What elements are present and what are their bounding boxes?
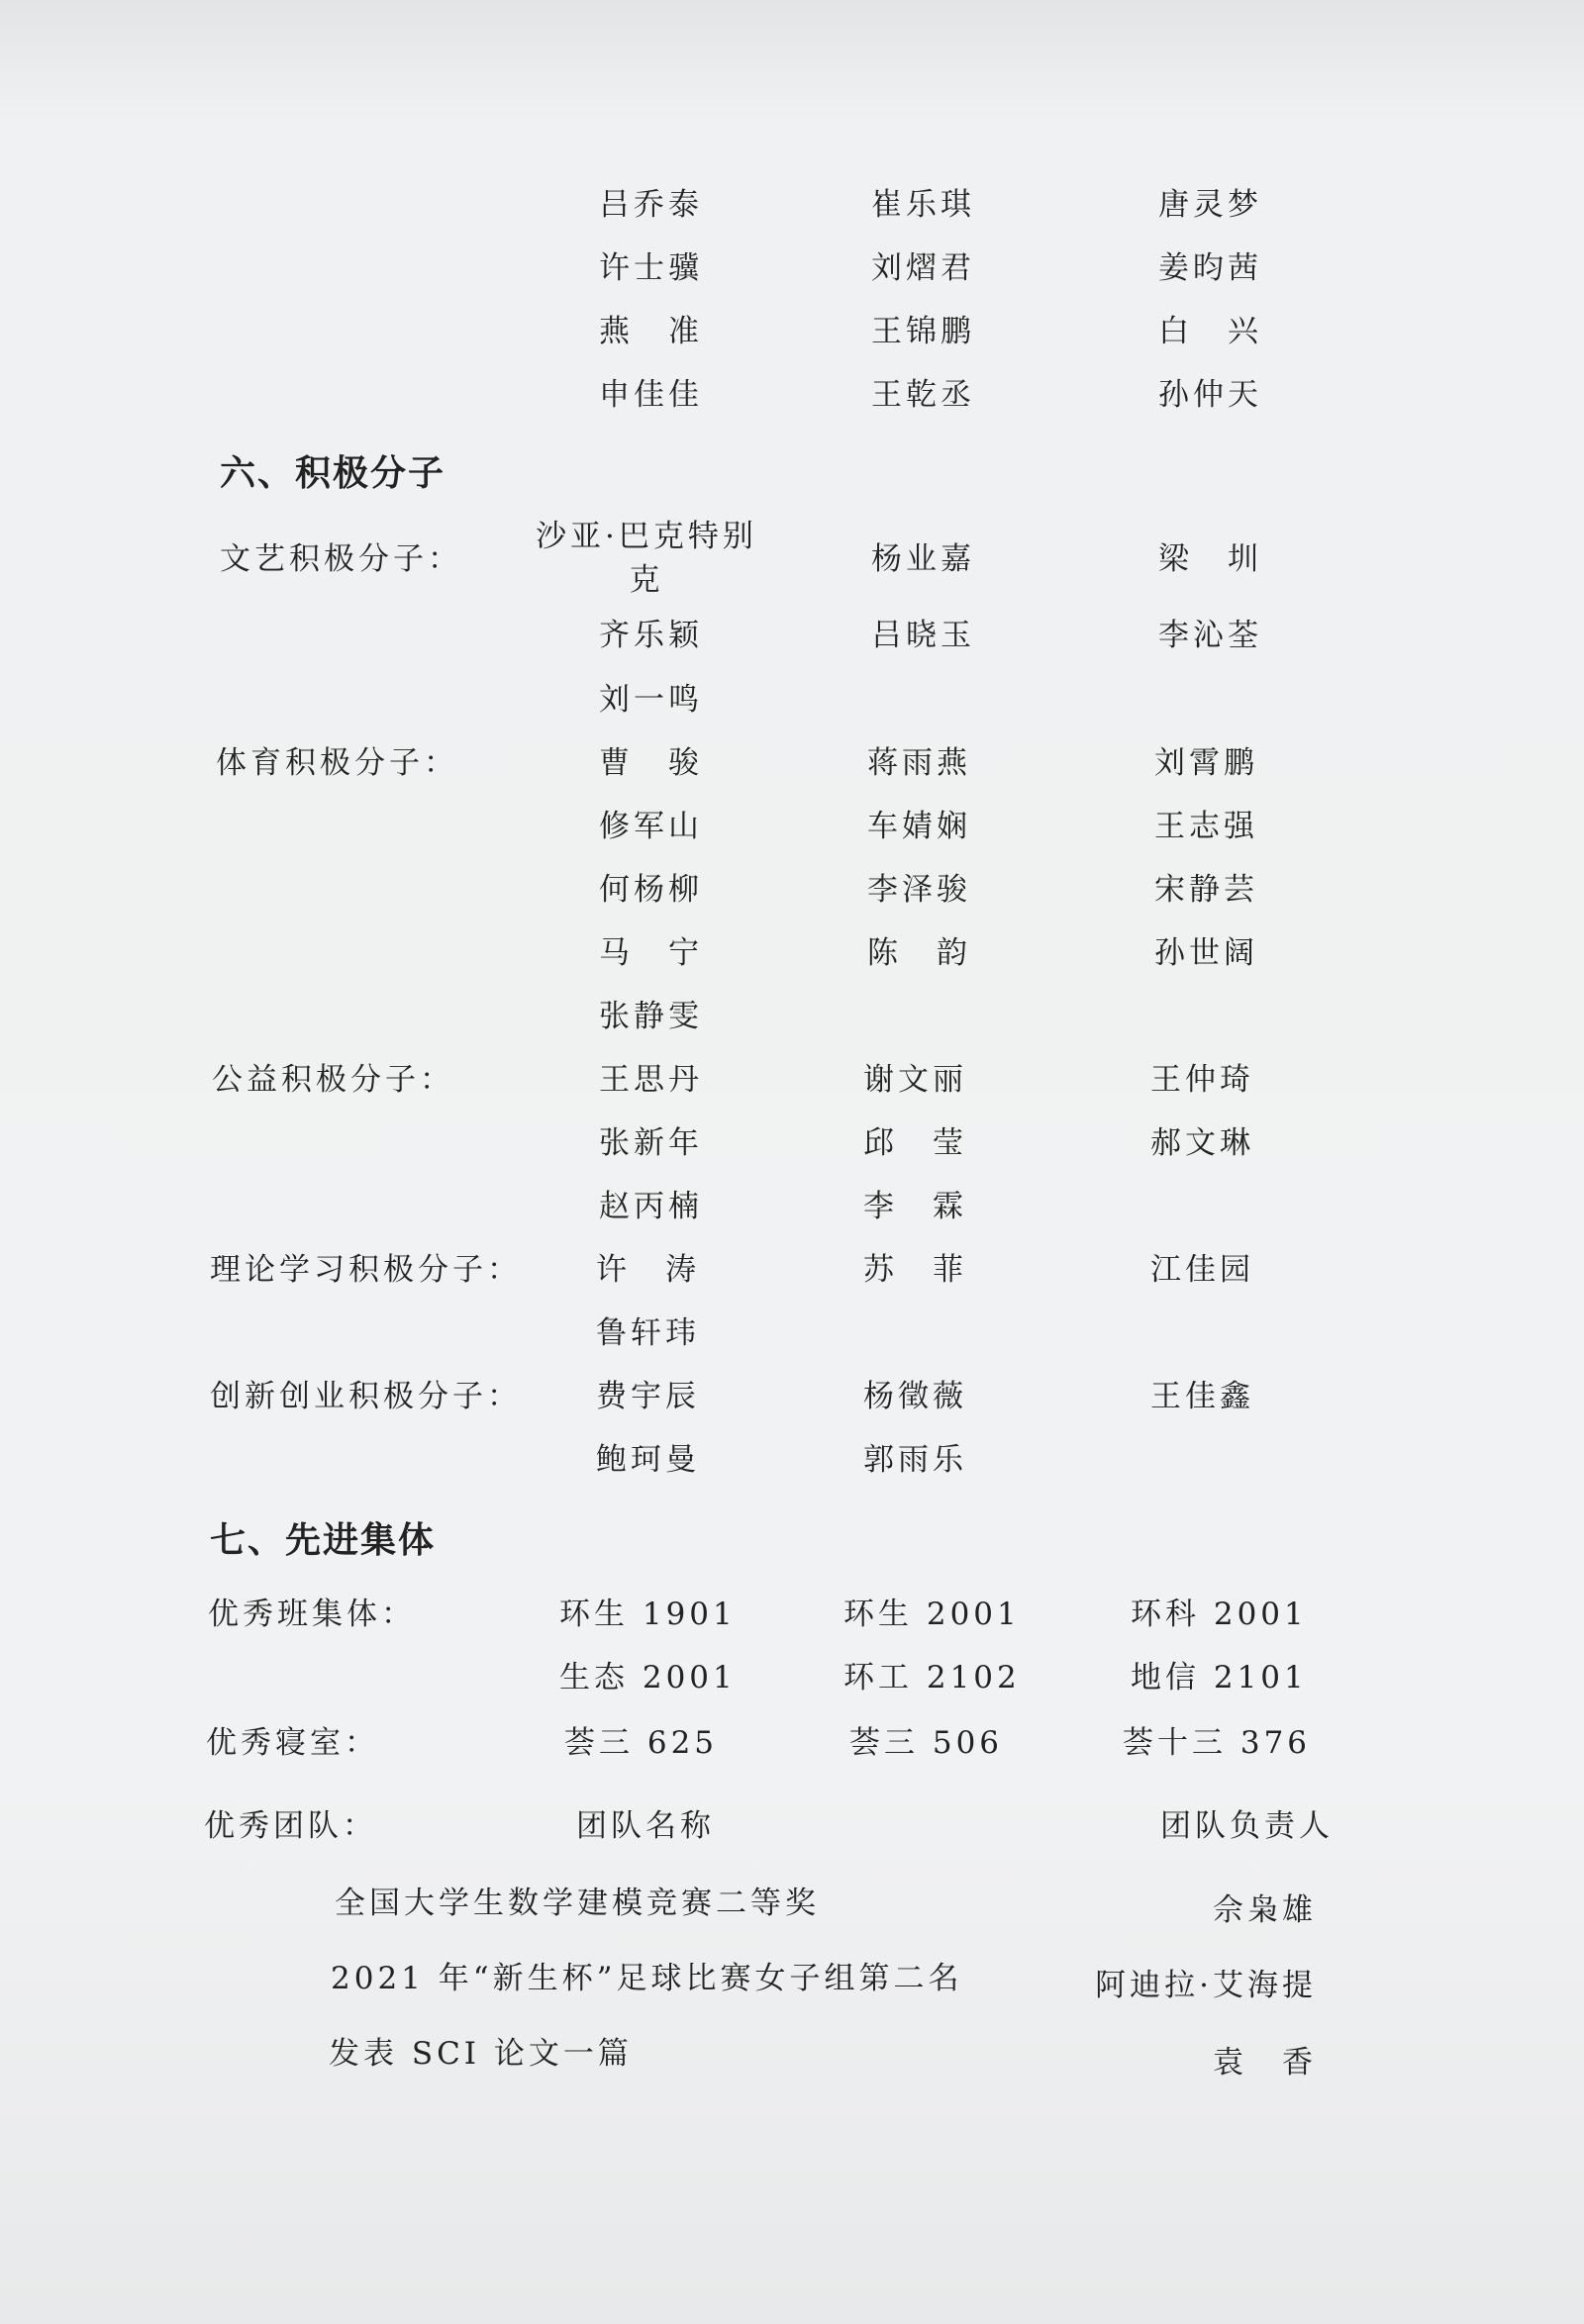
name-cell: 王仲琦 (1150, 1062, 1254, 1098)
name-cell: 苏 菲 (863, 1252, 967, 1288)
class-cell: 地信 2101 (1131, 1660, 1308, 1695)
wenyi-row (0, 519, 1584, 598)
name-cell: 白 兴 (1158, 314, 1262, 349)
name-cell: 吕晓玉 (871, 618, 975, 653)
dorm-cell: 荟三 506 (849, 1725, 1004, 1761)
team-header-row (0, 1801, 1584, 1851)
class-cell: 生态 2001 (559, 1660, 737, 1695)
chuangxin-row (0, 1372, 1584, 1421)
team-name: 2021 年“新生杯”足球比赛女子组第二名 (331, 1961, 963, 1996)
name-cell: 李泽骏 (867, 872, 971, 908)
name-cell: 吕乔泰 (599, 187, 703, 223)
name-cell: 江佳园 (1150, 1252, 1254, 1288)
dorm-cell: 荟三 625 (564, 1725, 719, 1761)
name-cell: 王乾丞 (871, 377, 975, 413)
name-cell: 申佳佳 (599, 377, 703, 413)
name-cell: 费宇辰 (596, 1379, 700, 1414)
name-cell: 许 涛 (596, 1252, 700, 1288)
name-cell: 郝文琳 (1150, 1125, 1254, 1161)
name-cell: 鲍珂曼 (596, 1442, 700, 1478)
gongyi-row (0, 1118, 1584, 1168)
name-cell: 蒋雨燕 (867, 745, 971, 781)
wenyi-row (0, 611, 1584, 660)
name-cell: 何杨柳 (599, 872, 703, 908)
class-cell: 环生 2001 (843, 1597, 1021, 1632)
name-cell: 邱 莹 (863, 1125, 967, 1161)
category-label: 创新创业积极分子： (210, 1379, 522, 1414)
name-cell: 孙仲天 (1158, 377, 1262, 413)
lilun-row (0, 1245, 1584, 1295)
name-cell: 谢文丽 (863, 1062, 967, 1098)
team-name: 发表 SCI 论文一篇 (329, 2036, 633, 2072)
name-cell: 许士骥 (599, 250, 703, 286)
name-cell: 马 宁 (599, 935, 703, 971)
class-cell: 环生 1901 (559, 1597, 737, 1632)
category-label: 优秀团队： (204, 1808, 377, 1844)
name-cell: 孙世阔 (1154, 935, 1258, 971)
name-cell: 修军山 (599, 809, 703, 844)
team-leader: 佘枭雄 (1213, 1892, 1317, 1928)
name-row (0, 307, 1584, 356)
tiyu-row (0, 928, 1584, 978)
name-cell: 宋静芸 (1154, 872, 1258, 908)
name-cell: 张静雯 (599, 999, 703, 1034)
section-heading-7: 七、先进集体 (210, 1520, 437, 1561)
team-name: 全国大学生数学建模竞赛二等奖 (335, 1886, 820, 1921)
name-row (0, 243, 1584, 293)
gongyi-row (0, 1055, 1584, 1105)
team-leader: 袁 香 (1213, 2045, 1317, 2081)
class-row (0, 1590, 1584, 1639)
name-cell: 沙亚·巴克特别克 (536, 519, 757, 598)
name-cell: 唐灵梦 (1158, 187, 1262, 223)
section-heading-6: 六、积极分子 (220, 453, 446, 494)
team-name-header: 团队名称 (576, 1808, 715, 1844)
category-label: 优秀班集体： (208, 1597, 416, 1632)
class-row (0, 1653, 1584, 1702)
name-cell: 杨业嘉 (871, 541, 975, 577)
dorm-row (0, 1718, 1584, 1768)
name-row (0, 370, 1584, 420)
category-label: 体育积极分子： (216, 745, 458, 781)
category-label: 公益积极分子： (212, 1062, 454, 1098)
category-label: 理论学习积极分子： (210, 1252, 522, 1288)
name-cell: 曹 骏 (599, 745, 703, 781)
team-leader: 阿迪拉·艾海提 (1095, 1968, 1317, 2003)
name-cell: 鲁轩玮 (596, 1315, 700, 1351)
dorm-cell: 荟十三 376 (1123, 1725, 1312, 1761)
tiyu-row (0, 865, 1584, 915)
name-cell: 车婧娴 (867, 809, 971, 844)
team-leader-header: 团队负责人 (1160, 1808, 1334, 1844)
name-cell: 燕 准 (599, 314, 703, 349)
category-label: 文艺积极分子： (220, 541, 462, 577)
wenyi-row (0, 675, 1584, 725)
name-cell: 王志强 (1154, 809, 1258, 844)
chuangxin-row (0, 1435, 1584, 1485)
name-cell: 郭雨乐 (863, 1442, 967, 1478)
tiyu-row (0, 802, 1584, 851)
name-cell: 崔乐琪 (871, 187, 975, 223)
name-cell: 王思丹 (599, 1062, 703, 1098)
name-row (0, 180, 1584, 230)
name-cell: 陈 韵 (867, 935, 971, 971)
name-cell: 齐乐颖 (599, 618, 703, 653)
class-cell: 环工 2102 (843, 1660, 1021, 1695)
lilun-row (0, 1308, 1584, 1358)
gongyi-row (0, 1182, 1584, 1231)
name-cell: 李 霖 (863, 1189, 967, 1224)
name-cell: 张新年 (599, 1125, 703, 1161)
name-cell: 梁 圳 (1158, 541, 1262, 577)
name-cell: 姜昀茜 (1158, 250, 1262, 286)
tiyu-row (0, 992, 1584, 1041)
name-cell: 王佳鑫 (1150, 1379, 1254, 1414)
class-cell: 环科 2001 (1131, 1597, 1308, 1632)
tiyu-row (0, 738, 1584, 788)
name-cell: 王锦鹏 (871, 314, 975, 349)
name-cell: 杨徵薇 (863, 1379, 967, 1414)
name-cell: 刘熠君 (871, 250, 975, 286)
name-cell: 李沁荃 (1158, 618, 1262, 653)
name-cell: 刘霄鹏 (1154, 745, 1258, 781)
category-label: 优秀寝室： (206, 1725, 379, 1761)
name-cell: 刘一鸣 (599, 682, 703, 718)
name-cell: 赵丙楠 (599, 1189, 703, 1224)
